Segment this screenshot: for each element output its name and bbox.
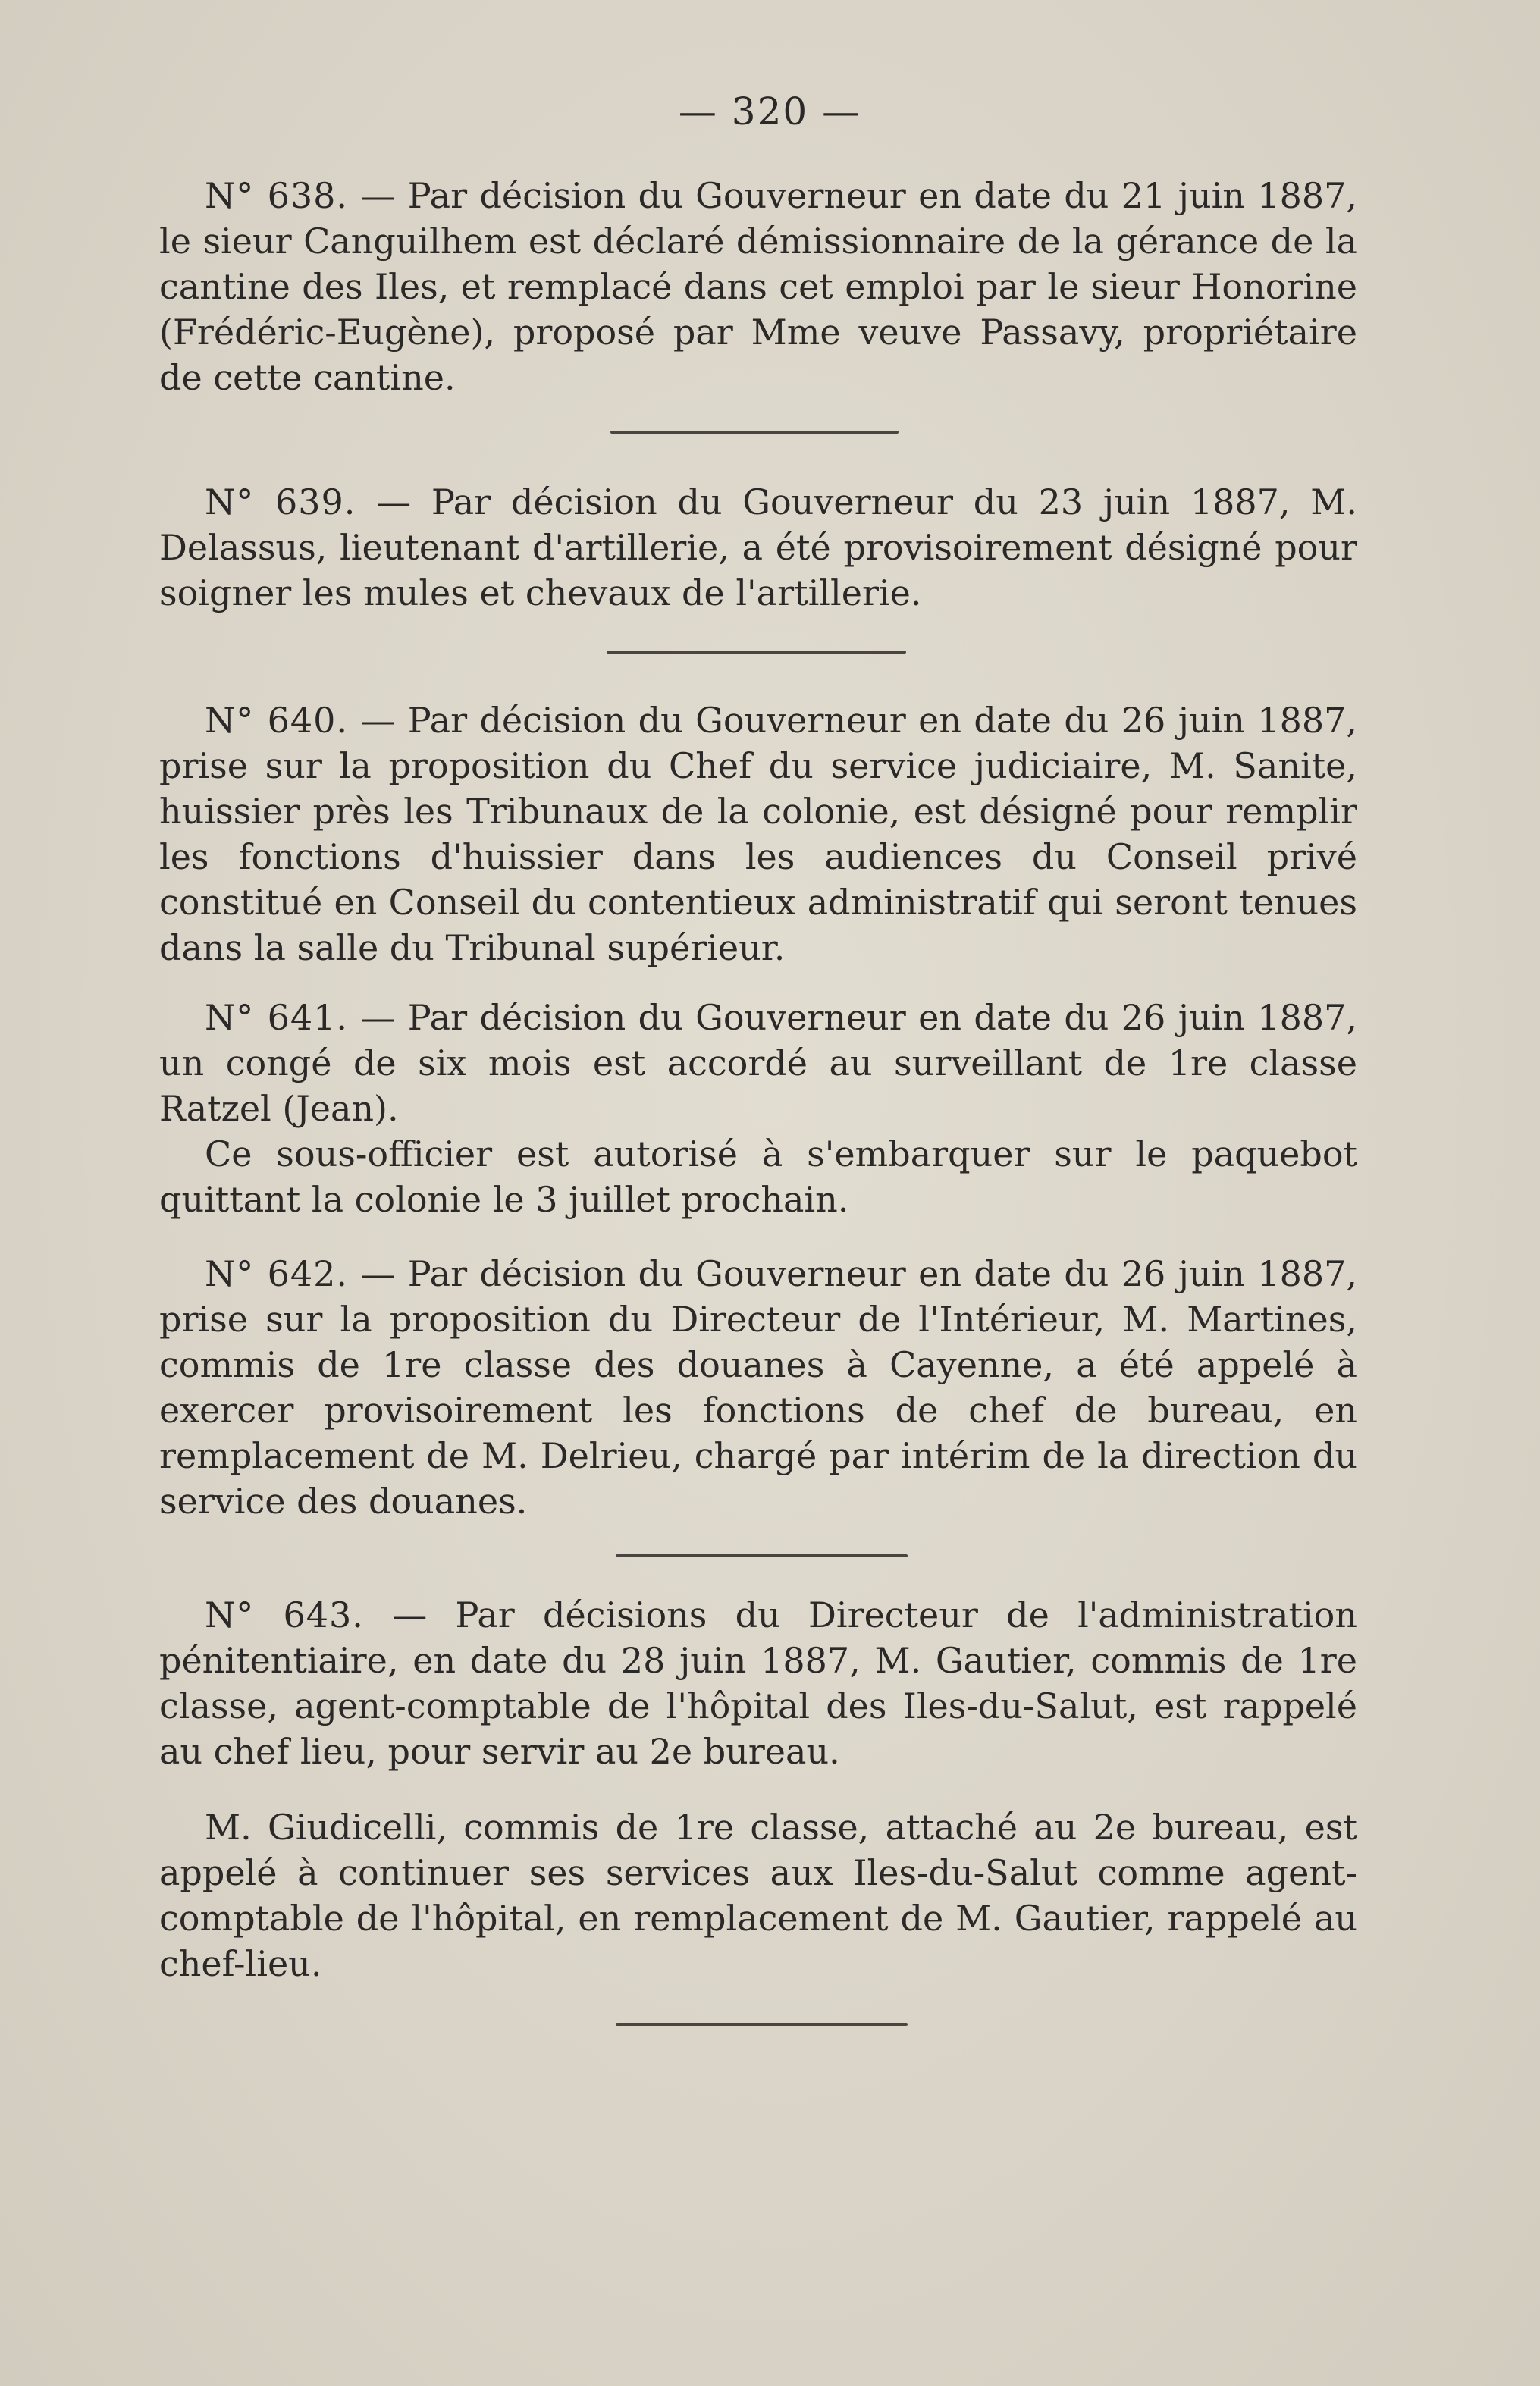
entry-paragraph bbox=[159, 995, 1357, 1131]
page-number: — 320 — bbox=[678, 89, 862, 133]
decision-entry-638 bbox=[159, 173, 1357, 400]
entry-text: — Par décisions du Directeur de l'administration pénitentiaire, en date du 28 juin 1887, M. Gautier, commis de 1re classe, agent-comptable de l'hôpital des Iles-du-Salut, est rappelé au chef lieu, pour servir au 2e bureau. bbox=[159, 1594, 1357, 1772]
entry-paragraph bbox=[159, 479, 1357, 616]
entry-text: — Par décision du Gouverneur en date du 21 juin 1887, le sieur Canguilhem est déclaré démissionnaire de la gérance de la cantine des Iles, et remplacé dans cet emploi par le sieur Honorine (Frédéric-Eugène), proposé par Mme veuve Passavy, propriétaire de cette cantine. bbox=[159, 175, 1357, 398]
entry-number: N° 641. bbox=[205, 997, 349, 1038]
entry-paragraph bbox=[159, 173, 1357, 400]
entry-paragraph-continued: Ce sous-officier est autorisé à s'embarquer sur le paquebot quittant la colonie le 3 juillet prochain. bbox=[159, 1133, 1357, 1220]
entry-paragraph-continued: M. Giudicelli, commis de 1re classe, attaché au 2e bureau, est appelé à continuer ses services aux Iles-du-Salut comme agent-comptable de l'hôpital, en remplacement de M. Gautier, rappelé au chef-lieu. bbox=[159, 1807, 1357, 1984]
entry-number: N° 638. bbox=[205, 175, 349, 216]
entry-text: — Par décision du Gouverneur du 23 juin 1887, M. Delassus, lieutenant d'artillerie, a été provisoirement désigné pour soigner les mules et chevaux de l'artillerie. bbox=[159, 481, 1357, 613]
decision-entry-643 bbox=[159, 1592, 1357, 1774]
entry-text: — Par décision du Gouverneur en date du 26 juin 1887, un congé de six mois est accordé au surveillant de 1re classe Ratzel (Jean). bbox=[159, 997, 1357, 1129]
separator-rule bbox=[616, 2023, 908, 2026]
entry-number: N° 643. bbox=[205, 1594, 364, 1635]
decision-entry-640 bbox=[159, 698, 1357, 970]
entry-paragraph bbox=[159, 698, 1357, 970]
entry-number: N° 642. bbox=[205, 1253, 349, 1294]
decision-entry-643-continued bbox=[159, 1804, 1357, 1986]
separator-rule bbox=[607, 651, 906, 654]
separator-rule bbox=[610, 431, 899, 434]
entry-text: — Par décision du Gouverneur en date du 26 juin 1887, prise sur la proposition du Chef du service judiciaire, M. Sanite, huissier près les Tribunaux de la colonie, est désigné pour remplir les fonctions d'huissier dans les audiences du Conseil privé constitué en Conseil du contentieux administratif qui seront tenues dans la salle du Tribunal supérieur. bbox=[159, 700, 1357, 968]
decision-entry-639 bbox=[159, 479, 1357, 616]
entry-paragraph bbox=[159, 1251, 1357, 1524]
entry-number: N° 640. bbox=[205, 700, 349, 741]
entry-text: — Par décision du Gouverneur en date du 26 juin 1887, prise sur la proposition du Directeur de l'Intérieur, M. Martines, commis de 1re classe des douanes à Cayenne, a été appelé à exercer provisoirement les fonctions de chef de bureau, en remplacement de M. Delrieu, chargé par intérim de la direction du service des douanes. bbox=[159, 1253, 1357, 1522]
decision-entry-642 bbox=[159, 1251, 1357, 1524]
separator-rule bbox=[616, 1554, 908, 1557]
decision-entry-641 bbox=[159, 995, 1357, 1222]
entry-paragraph bbox=[159, 1592, 1357, 1774]
entry-number: N° 639. bbox=[205, 481, 356, 522]
